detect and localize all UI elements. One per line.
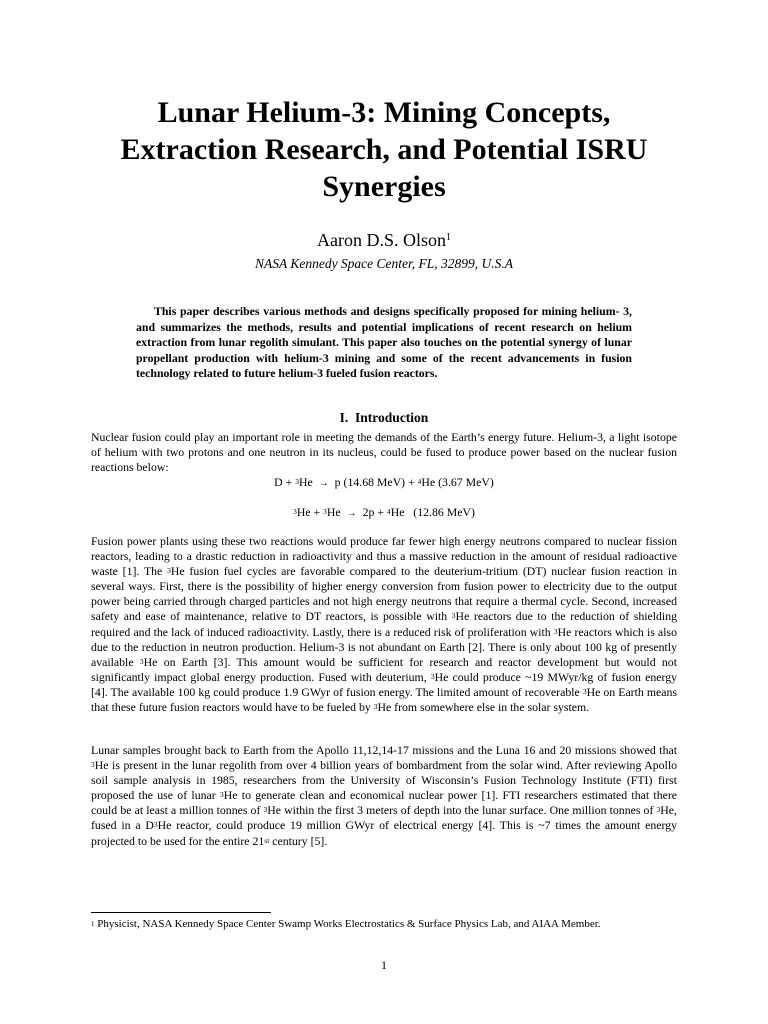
footnote <box>91 917 691 931</box>
author-name: Aaron D.S. Olson <box>317 230 446 250</box>
section-title: Introduction <box>355 410 429 425</box>
footnote-divider <box>91 912 271 913</box>
equation-1: D + $^3$He → p (14.68 MeV) + $^4$He (3.67 MeV) <box>274 475 494 489</box>
paper-title: Lunar Helium-3: Mining Concepts, Extraction Research, and Potential ISRU Synergies <box>120 96 648 203</box>
page-number: 1 <box>381 958 387 972</box>
author-affiliation: NASA Kennedy Space Center, FL, 32899, U.S.A <box>254 256 514 271</box>
reaction-arrow-icon: → <box>346 508 357 519</box>
footnote-text: Physicist, NASA Kennedy Space Center Swamp Works Electrostatics & Surface Physics Lab, and AIAA Member. <box>94 918 601 930</box>
footnote-mark: 1 <box>91 920 95 928</box>
abstract: This paper describes various methods and designs specifically proposed for mining helium- 3, and summarizes the methods, results and potential implications of recent research on helium extraction from lunar regolith simulant. This paper also touches on the potential synergy of lunar propellant production with helium-3 mining and some of the recent advancements in fusion technology related to future helium-3 fueled fusion reactors. <box>136 304 632 380</box>
reaction-arrow-icon: → <box>318 478 329 489</box>
intro-paragraph-3: Lunar samples brought back to Earth from the Apollo 11,12,14-17 missions and the Luna 16 and 20 missions showed that $^3$He is present in the lunar regolith from over 4 billion years of bombardment from the solar wind. After reviewing Apollo soil sample analysis in 1985, researchers from the University of Wisconsin’s Fusion Technology Institute (FTI) first proposed the use of lunar $^3$He to generate clean and economical nuclear power [1]. FTI researchers estimated that there could be at least a million tonnes of $^3$He within the first 3 meters of depth into the lunar surface. One million tonnes of $^3$He, fused in a $D^3He$ reactor, could produce 19 million GWyr of electrical energy [4]. This is ~7 times the amount energy projected to be used for the entire 21st century [5]. <box>91 743 677 848</box>
equation-2: $^3$He + $^3$He → 2p + $^4$He (12.86 MeV) <box>293 505 475 519</box>
author-footnote-mark: 1 <box>446 232 451 243</box>
intro-paragraph-1: Nuclear fusion could play an important role in meeting the demands of the Earth’s energy future. Helium-3, a light isotope of helium with two protons and one neutron in its nucleus, could be fused to produce power based on the nuclear fusion reactions below: <box>91 430 677 475</box>
author-line <box>0 229 768 251</box>
section-heading <box>0 409 768 426</box>
intro-paragraph-2: Fusion power plants using these two reactions would produce far fewer high energy neutrons compared to nuclear fission reactors, leading to a drastic reduction in radioactivity and thus a massive reduction in the amount of residual radioactive waste [1]. The $^3$He fusion fuel cycles are favorable compared to the deuterium-tritium (DT) nuclear fusion reaction in several ways. First, there is the possibility of higher energy conversion from fusion power to electricity due to the output power being carried through charged particles and not high energy neutrons that require a thermal cycle. Second, increased safety and ease of maintenance, relative to DT reactors, is possible with $^3$He reactors due to the reduction of shielding required and the lack of induced radioactivity. Lastly, there is a reduced risk of proliferation with $^3$He reactors which is also due to the reduction in neutron production. Helium-3 is not abundant on Earth [2]. There is only about 100 kg of presently available $^3$He on Earth [3]. This amount would be sufficient for research and reactor development but would not significantly impact global energy production. Fused with deuterium, $^3$He could produce ~19 MWyr/kg of fusion energy [4]. The available 100 kg could produce 1.9 GWyr of fusion energy. The limited amount of recoverable $^3$He on Earth means that these future fusion reactors would have to be fueled by $^3$He from somewhere else in the solar system. <box>91 534 678 715</box>
section-number: I. <box>339 410 349 425</box>
